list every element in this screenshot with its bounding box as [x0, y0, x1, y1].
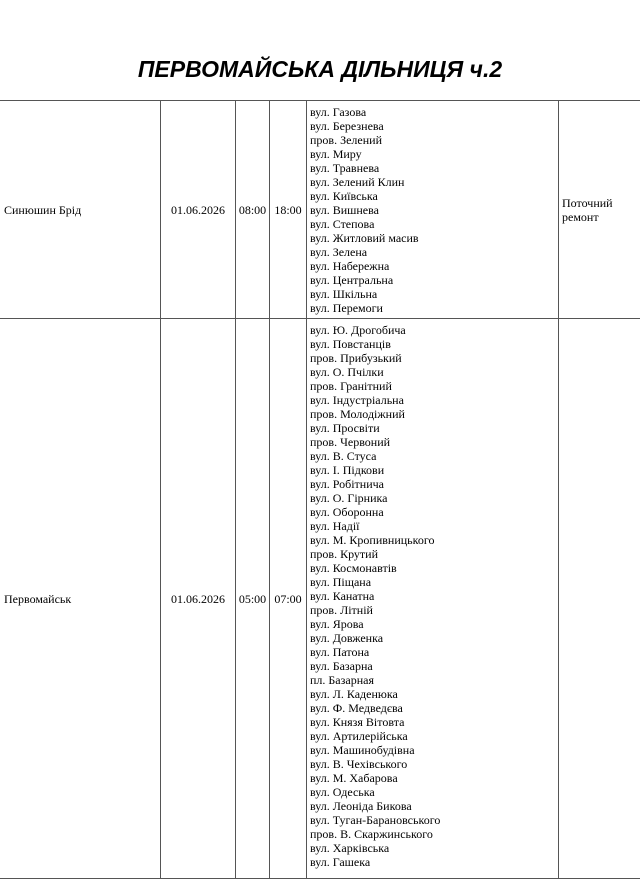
street-item: вул. Вишнева: [310, 203, 555, 217]
street-item: вул. Князя Вітовта: [310, 715, 555, 729]
street-item: вул. Перемоги: [310, 301, 555, 315]
start-time-cell: 05:00: [236, 319, 270, 879]
street-item: пров. Молодіжний: [310, 407, 555, 421]
street-item: вул. Артилерійська: [310, 729, 555, 743]
reason-cell: [559, 319, 640, 879]
street-item: пров. Червоний: [310, 435, 555, 449]
street-item: вул. Газова: [310, 105, 555, 119]
street-item: вул. Гашека: [310, 855, 555, 869]
street-item: вул. Зелений Клин: [310, 175, 555, 189]
street-item: вул. Довженка: [310, 631, 555, 645]
street-item: вул. Степова: [310, 217, 555, 231]
street-item: пров. Зелений: [310, 133, 555, 147]
street-item: вул. Набережна: [310, 259, 555, 273]
street-item: вул. Просвіти: [310, 421, 555, 435]
street-item: вул. М. Кропивницького: [310, 533, 555, 547]
street-item: пров. В. Скаржинського: [310, 827, 555, 841]
street-item: вул. І. Підкови: [310, 463, 555, 477]
street-item: вул. Піщана: [310, 575, 555, 589]
street-item: вул. Травнева: [310, 161, 555, 175]
street-item: вул. Канатна: [310, 589, 555, 603]
street-item: пров. Гранітний: [310, 379, 555, 393]
end-time-cell: 18:00: [270, 101, 307, 319]
street-item: пл. Базарная: [310, 673, 555, 687]
street-item: вул. Шкільна: [310, 287, 555, 301]
street-item: вул. Л. Каденюка: [310, 687, 555, 701]
street-item: вул. М. Хабарова: [310, 771, 555, 785]
street-item: пров. Крутий: [310, 547, 555, 561]
street-item: пров. Літній: [310, 603, 555, 617]
street-item: вул. Київська: [310, 189, 555, 203]
street-item: вул. Харківська: [310, 841, 555, 855]
street-item: пров. Прибузький: [310, 351, 555, 365]
street-item: вул. Центральна: [310, 273, 555, 287]
street-item: вул. Патона: [310, 645, 555, 659]
street-item: вул. Березнева: [310, 119, 555, 133]
street-item: вул. Машинобудівна: [310, 743, 555, 757]
street-item: вул. Індустріальна: [310, 393, 555, 407]
street-item: вул. Одеська: [310, 785, 555, 799]
street-item: вул. В. Стуса: [310, 449, 555, 463]
streets-cell: [307, 319, 559, 879]
street-item: вул. О. Гірника: [310, 491, 555, 505]
street-item: вул. Ф. Медведєва: [310, 701, 555, 715]
table-row: [0, 101, 640, 319]
street-item: вул. Туган-Барановського: [310, 813, 555, 827]
outage-schedule-table: [0, 100, 640, 879]
page-title: ПЕРВОМАЙСЬКА ДІЛЬНИЦЯ ч.2: [0, 56, 640, 83]
table-row: [0, 319, 640, 879]
street-item: вул. Ярова: [310, 617, 555, 631]
street-item: вул. Оборонна: [310, 505, 555, 519]
street-item: вул. Леоніда Бикова: [310, 799, 555, 813]
street-item: вул. Робітнича: [310, 477, 555, 491]
streets-cell: [307, 101, 559, 319]
reason-cell: Поточний ремонт: [559, 101, 640, 319]
street-item: вул. Житловий масив: [310, 231, 555, 245]
locality-cell: Синюшин Брід: [0, 101, 161, 319]
street-item: вул. В. Чехівського: [310, 757, 555, 771]
street-item: вул. Повстанців: [310, 337, 555, 351]
street-item: вул. Базарна: [310, 659, 555, 673]
date-cell: 01.06.2026: [161, 101, 236, 319]
end-time-cell: 07:00: [270, 319, 307, 879]
street-item: вул. Миру: [310, 147, 555, 161]
start-time-cell: 08:00: [236, 101, 270, 319]
locality-cell: Первомайськ: [0, 319, 161, 879]
street-item: вул. Зелена: [310, 245, 555, 259]
date-cell: 01.06.2026: [161, 319, 236, 879]
street-item: вул. Космонавтів: [310, 561, 555, 575]
street-item: вул. Ю. Дрогобича: [310, 323, 555, 337]
street-item: вул. О. Пчілки: [310, 365, 555, 379]
street-item: вул. Надії: [310, 519, 555, 533]
